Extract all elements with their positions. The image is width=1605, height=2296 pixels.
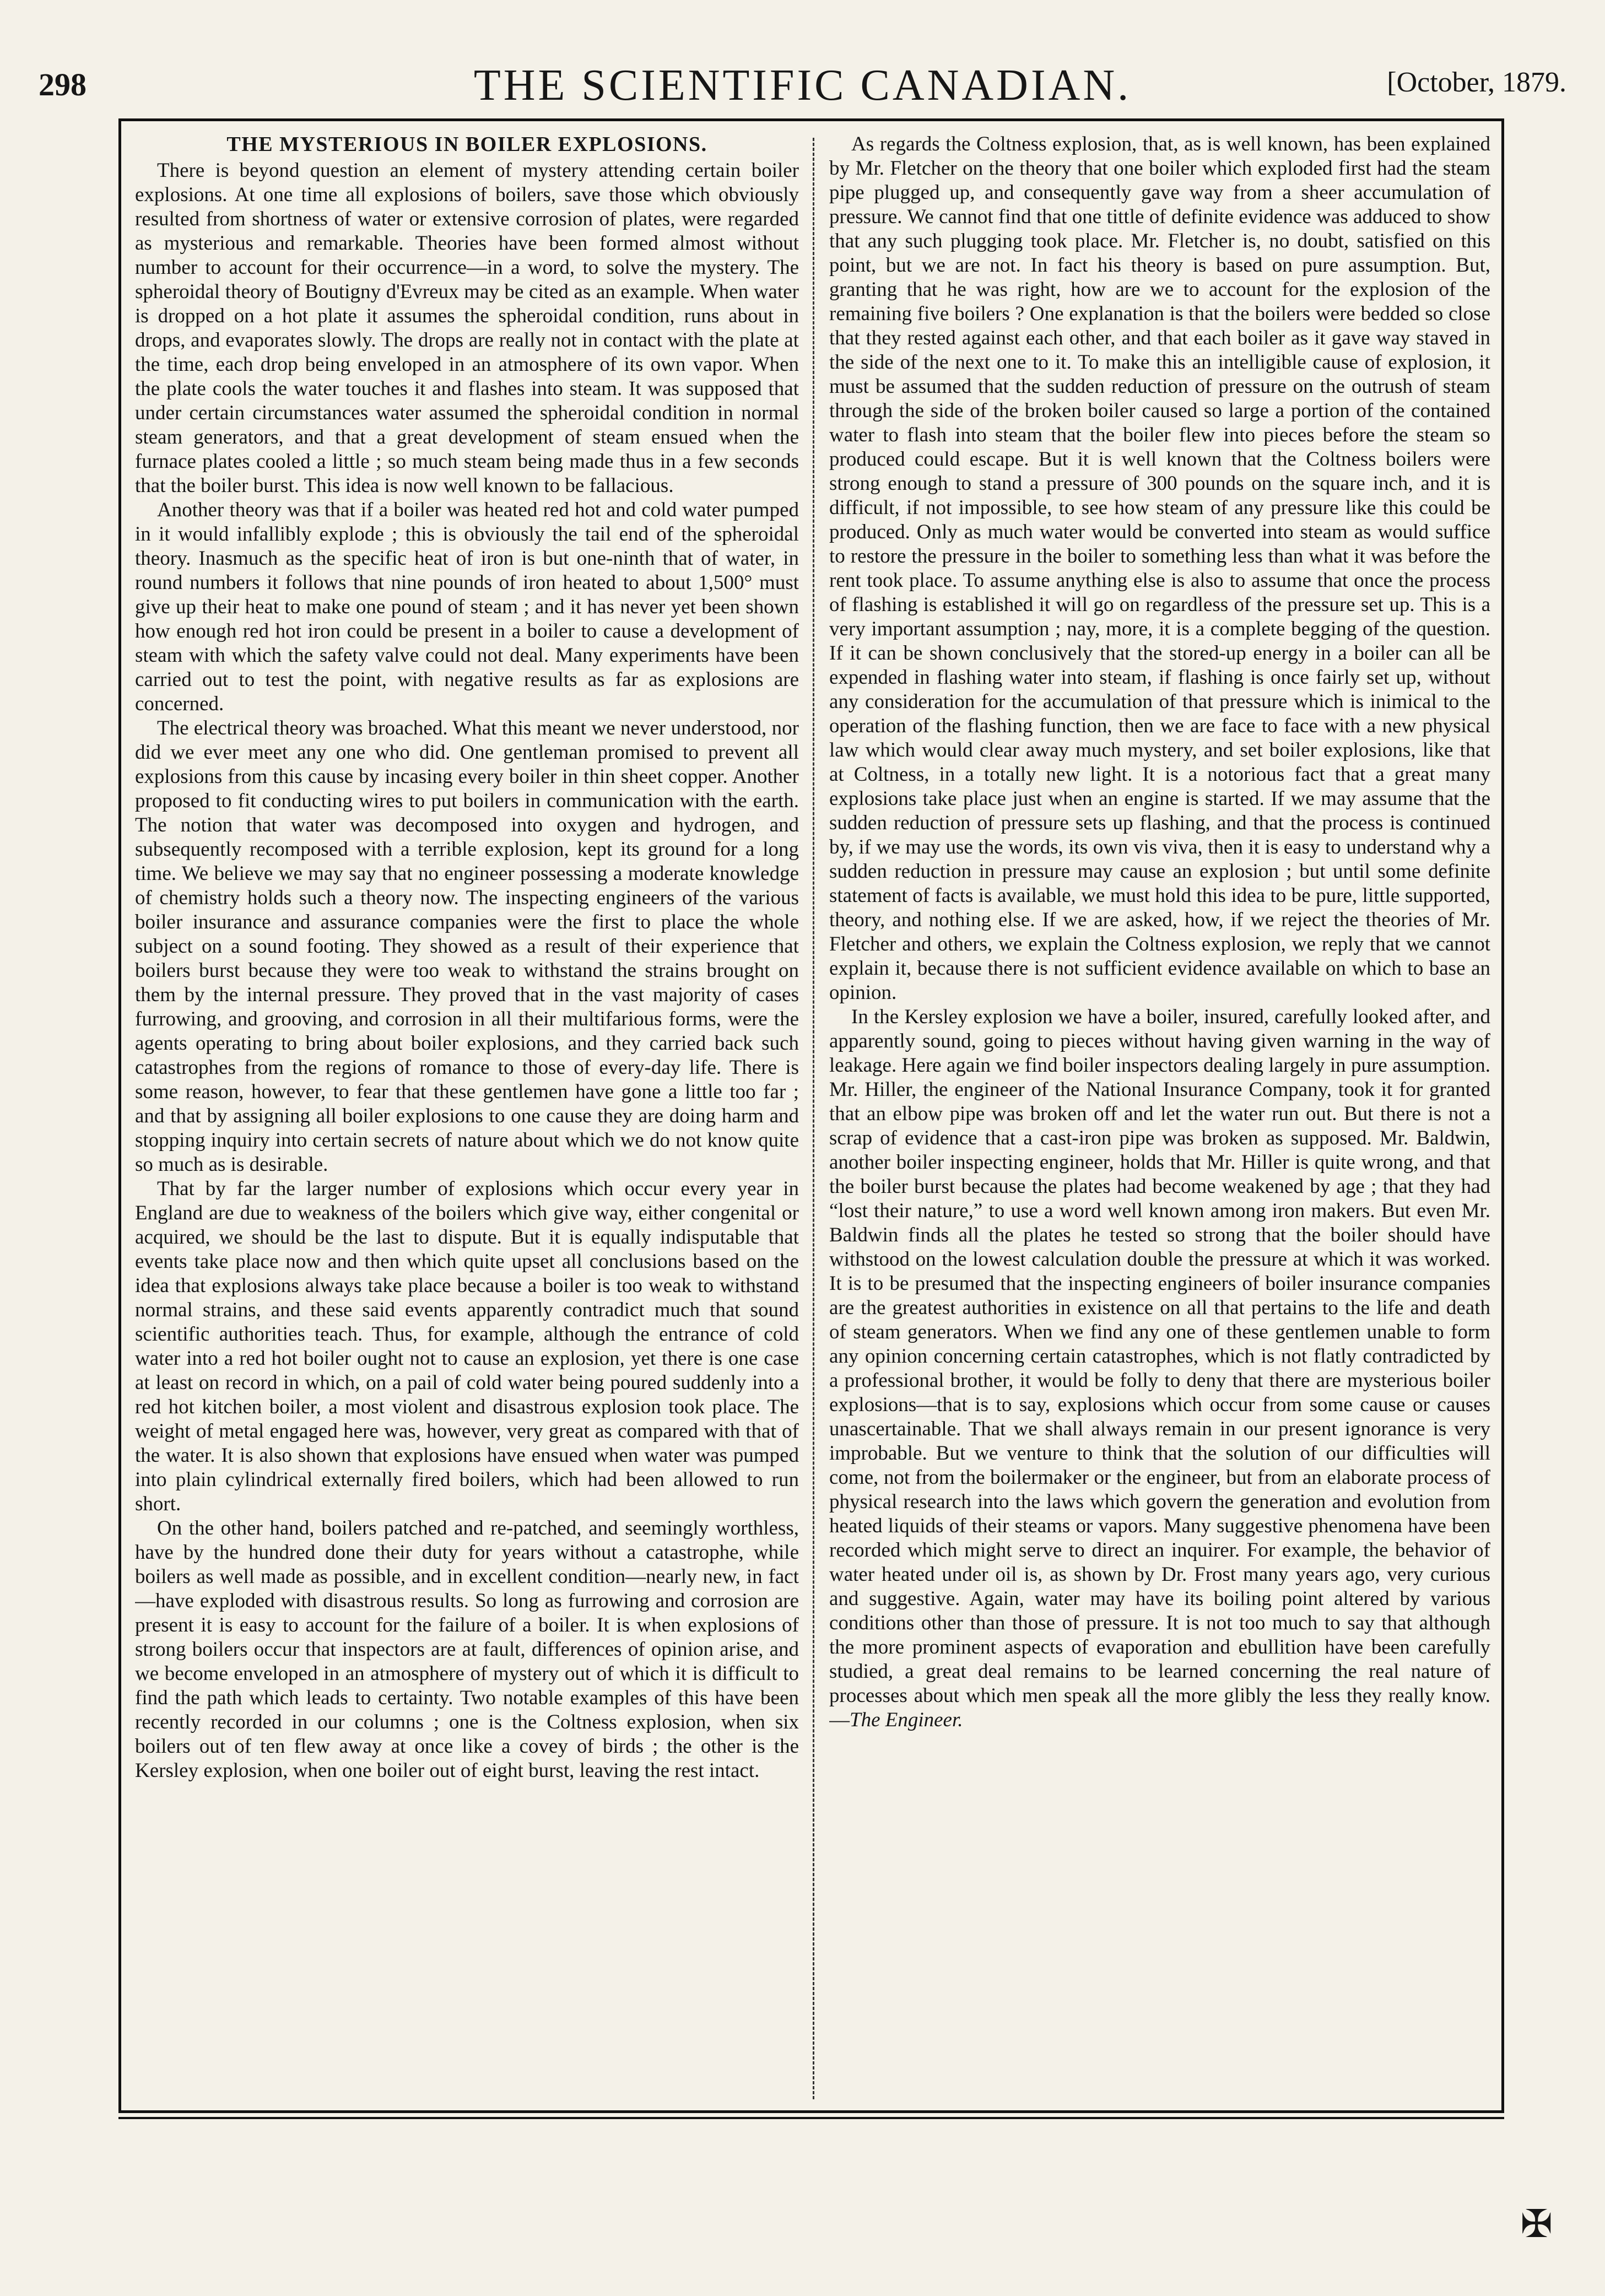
article-paragraph: As regards the Coltness explosion, that, as is well known, has been explained by Mr. Fletcher on the theory that one boiler which exploded first had the steam pipe plugged up, and consequently gave way from a sheer accumulation of pressure. We cannot find that one tittle of definite evidence was adduced to show that any such plugging took place. Mr. Fletcher is, no doubt, satisfied on this point, but we are not. In fact his theory is based on pure assumption. But, granting that he was right, how are we to account for the explosion of the remaining five boilers ? One explanation is that the boilers were bedded so close that they rested against each other, and that each boiler as it gave way staved in the side of the next one to it. To make this an intelligible cause of explosion, it must be assumed that the sudden reduction of pressure on the outrush of steam through the side of the broken boiler caused so large a portion of the contained water to flash into steam that the boiler flew into pieces before the steam so produced could escape. But it is well known that the Coltness boilers were strong enough to stand a pressure of 300 pounds on the square inch, and it is difficult, if not impossible, to see how steam of any pressure like this could be produced. Only as much water would be converted into steam as would suffice to restore the pressure in the boiler to something less than what it was before the rent took place. To assume anything else is also to assume that once the process of flashing is established it will go on regardless of the pressure set up. This is a very important assumption ; nay, more, it is a complete begging of the question. If it can be shown conclusively that the stored-up energy in a boiler can all be expended in flashing water into steam, if flashing is once fairly set up, without any consideration for the accumulation of that pressure which is inimical to the operation of the flashing function, then we are face to face with a new physical law which would clear away much mystery, and set boiler explosions, like that at Coltness, in a totally new light. It is a notorious fact that a great many explosions take place just when an engine is started. If we may assume that the sudden reduction of pressure sets up flashing, and that the process is continued by, if we may use the words, its own vis viva, then it is easy to understand why a sudden reduction in pressure may cause an explosion ; but until some definite statement of facts is available, we must hold this idea to be pure, little supported, theory, and nothing else. If we are asked, how, if we reject the theories of Mr. Fletcher and others, we explain the Coltness explosion, we reply that we cannot explain it, because there is not sufficient evidence available on which to base an opinion. — [829, 133, 1490, 1004]
corner-ornament-icon: ✠ — [1520, 2203, 1553, 2246]
issue-date: [October, 1879. — [1387, 67, 1566, 98]
page-number: 298 — [39, 67, 87, 102]
article-paragraph: On the other hand, boilers patched and re-patched, and seemingly worthless, have by the hundred done their duty for years without a catastrophe, while boilers as well made as possible, and in excellent condition—nearly new, in fact—have exploded with disastrous results. So long as furrowing and corrosion are present it is easy to account for the failure of a boiler. It is when explosions of strong boilers occur that inspectors are at fault, differences of opinion arise, and we become enveloped in an atmosphere of mystery out of which it is difficult to find the path which leads to certainty. Two notable examples of this have been recently recorded in our columns ; one is the Coltness explosion, when six boilers out of ten flew away at once like a covey of birds ; the other is the Kersley explosion, when one boiler out of eight burst, leaving the rest intact. — [135, 1517, 799, 1782]
article-title: THE MYSTERIOUS IN BOILER EXPLOSIONS. — [226, 133, 707, 156]
article-paragraph-text: In the Kersley explosion we have a boiler, insured, carefully looked after, and apparently sound, going to pieces without having given warning in the way of leakage. Here again we find boiler inspectors dealing largely in pure assumption. Mr. Hiller, the engineer of the National Insurance Company, took it for granted that an elbow pipe was broken off and let the water run out. But there is not a scrap of evidence that a cast-iron pipe was broken as supposed. Mr. Baldwin, another boiler inspecting engineer, holds that Mr. Hiller is quite wrong, and that the boiler burst because the plates had become weakened by age ; that they had “lost their nature,” to use a word well known among iron makers. But even Mr. Baldwin finds all the plates he tested so strong that the boiler should have withstood on the lowest calculation double the pressure at which it was worked. It is to be presumed that the inspecting engineers of boiler insurance companies are the greatest authorities in existence on all that pertains to the life and death of steam generators. When we find any one of these gentlemen unable to form any opinion concerning certain catastrophes, which is not flatly contradicted by a professional brother, it would be folly to deny that there are mysterious boiler explosions—that is to say, explosions which occur from some cause or causes unascertainable. That we shall always remain in our present ignorance is very improbable. But we venture to think that the solution of our difficulties will come, not from the boilermaker or the engineer, but from an elaborate process of physical research into the laws which govern the generation and evolution from heated liquids of their steams or vapors. Many suggestive phenomena have been recorded which might serve to direct an inquirer. For example, the behavior of water heated under oil is, as shown by Dr. Frost many years ago, very curious and suggestive. Again, water may have its boiling point altered by various conditions other than those of pressure. It is not too much to say that although the more prominent aspects of evaporation and ebullition have been carefully studied, a great deal remains to be learned concerning the real nature of processes about which men speak all the more glibly the less they really know.— — [829, 1006, 1490, 1731]
article-signature: The Engineer. — [850, 1709, 963, 1731]
page-header — [0, 61, 1605, 116]
article-column-left — [135, 132, 799, 2083]
column-divider — [813, 138, 814, 2099]
article-paragraph: There is beyond question an element of mystery attending certain boiler explosions. At one time all explosions of boilers, save those which obviously resulted from shortness of water or extensive corrosion of plates, were regarded as mysterious and remarkable. Theories have been formed almost without number to account for their occurrence—in a word, to solve the mystery. The spheroidal theory of Boutigny d'Evreux may be cited as an example. When water is dropped on a hot plate it assumes the spheroidal condition, runs about in drops, and evaporates slowly. The drops are really not in contact with the plate at the time, each drop being enveloped in an atmosphere of its own vapor. When the plate cools the water touches it and flashes into steam. It was supposed that under certain circumstances water assumed the spheroidal condition in normal steam generators, and that a great development of steam ensued when the furnace plates cooled a little ; so much steam being made thus in a few seconds that the boiler burst. This idea is now well known to be fallacious. — [135, 159, 799, 497]
article-paragraph: Another theory was that if a boiler was heated red hot and cold water pumped in it would infallibly explode ; this is obviously the tail end of the spheroidal theory. Inasmuch as the specific heat of iron is but one-ninth that of water, in round numbers it follows that nine pounds of iron heated to about 1,500° must give up their heat to make one pound of steam ; and it has never yet been shown how enough red hot iron could be present in a boiler to cause a development of steam with which the safety valve could not deal. Many experiments have been carried out to test the point, with negative results as far as explosions are concerned. — [135, 499, 799, 715]
journal-title: THE SCIENTIFIC CANADIAN. — [473, 61, 1132, 110]
article-column-right — [829, 132, 1490, 2083]
article-paragraph: The electrical theory was broached. What this meant we never understood, nor did we ever meet any one who did. One gentleman promised to prevent all explosions from this cause by incasing every boiler in thin sheet copper. Another proposed to fit conducting wires to put boilers in communication with the earth. The notion that water was decomposed into oxygen and hydrogen, and subsequently recomposed with a terrible explosion, kept its ground for a long time. We believe we may say that no engineer possessing a moderate knowledge of chemistry holds such a theory now. The inspecting engineers of the various boiler insurance and assurance companies were the first to place the whole subject on a sound footing. They showed as a result of their experience that boilers burst because they were too weak to withstand the strains brought on them by the internal pressure. They proved that in the vast majority of cases furrowing, and grooving, and corrosion in all their multifarious forms, were the agents operating to bring about boiler explosions, and they carried back such catastrophes from the regions of romance to those of every-day life. There is some reason, however, to fear that these gentlemen have gone a little too far ; and that by assigning all boiler explosions to one cause they are doing harm and stopping inquiry into certain secrets of nature about which we do not know quite so much as is desirable. — [135, 717, 799, 1176]
article-paragraph — [829, 1005, 1490, 1732]
bottom-rule — [118, 2117, 1504, 2119]
article-paragraph: That by far the larger number of explosions which occur every year in England are due to weakness of the boilers which give way, either congenital or acquired, we should be the last to dispute. But it is equally indisputable that events take place now and then which quite upset all conclusions based on the idea that explosions always take place because a boiler is too weak to withstand normal strains, and these said events apparently contradict much that sound scientific authorities teach. Thus, for example, although the entrance of cold water into a red hot boiler ought not to cause an explosion, yet there is one case at least on record in which, on a pail of cold water being poured suddenly into a red hot kitchen boiler, a most violent and disastrous explosion took place. The weight of metal engaged here was, however, very great as compared with that of the water. It is also shown that explosions have ensued when water was pumped into plain cylindrical externally fired boilers, which had been allowed to run short. — [135, 1177, 799, 1515]
